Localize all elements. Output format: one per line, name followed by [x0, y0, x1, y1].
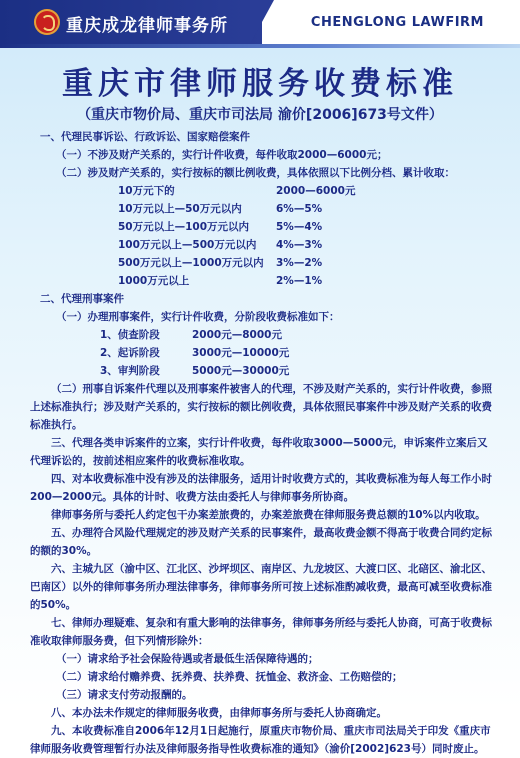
table-row: [30, 236, 496, 254]
section1-heading: 一、代理民事诉讼、行政诉讼、国家赔偿案件: [40, 131, 250, 143]
table-row: [30, 272, 496, 290]
table-rate: 2000—6000元: [276, 185, 356, 197]
header-bar: [0, 0, 520, 44]
table-range: 50万元以上—100万元以内: [118, 221, 250, 233]
clause-9: 九、本收费标准自2006年12月1日起施行，原重庆市物价局、重庆市司法局关于印发《重庆市律师服务收费管理暂行办法及律师服务指导性收费标准的通知》（渝价[2002]623号）同时废止。: [30, 725, 491, 755]
firm-name-cn: 重庆成龙律师事务所: [66, 16, 228, 36]
stage-fee: 3000元—10000元: [192, 347, 290, 359]
page-subtitle: （重庆市物价局、重庆市司法局 渝价[2006]673号文件）: [77, 107, 443, 123]
section2-heading: 二、代理刑事案件: [40, 293, 124, 305]
clause-7: 七、律师办理疑难、复杂和有重大影响的法律事务，律师事务所经与委托人协商，可高于收费标准收取律师服务费，但下列情形除外：: [30, 617, 492, 647]
stage-fee: 5000元—30000元: [192, 365, 290, 377]
section1-item1: （一）不涉及财产关系的，实行计件收费，每件收取2000—6000元；: [56, 149, 388, 161]
page-title: 重庆市律师服务收费标准: [62, 66, 458, 102]
clause-6: 六、主城九区（渝中区、江北区、沙坪坝区、南岸区、九龙坡区、大渡口区、北碚区、渝北区、巴南区）以外的律师事务所办理法律事务，律师事务所可按上述标准酌减收费，最高可减至收费标准的50%。: [30, 563, 492, 611]
table-row: [30, 200, 496, 218]
list-item: [30, 362, 496, 380]
header-wedge: [250, 0, 274, 44]
table-rate: 6%—5%: [276, 203, 323, 215]
clause-5: 五、办理符合风险代理规定的涉及财产关系的民事案件，最高收费金额不得高于收费合同约定标的额的30%。: [30, 527, 492, 557]
table-row: [30, 254, 496, 272]
list-item: [30, 344, 496, 362]
section2-item2: （二）刑事自诉案件代理以及刑事案件被害人的代理，不涉及财产关系的，实行计件收费，参照上述标准执行；涉及财产关系的，实行按标的额比例收费，具体依照民事案件中涉及财产关系的收费标准执行。: [30, 383, 492, 431]
stage-name: 2、起诉阶段: [100, 347, 160, 359]
clause-4: 四、对本收费标准中没有涉及的法律服务，适用计时收费方式的，其收费标准为每人每工作小时200—2000元。具体的计时、收费方法由委托人与律师事务所协商。: [30, 473, 492, 503]
table-row: [30, 182, 496, 200]
table-rate: 3%—2%: [276, 257, 323, 269]
table-rate: 4%—3%: [276, 239, 323, 251]
list-item: [30, 326, 496, 344]
table-range: 10万元下的: [118, 185, 175, 197]
clause-8: 八、本办法未作规定的律师服务收费，由律师事务所与委托人协商确定。: [51, 707, 387, 719]
table-range: 10万元以上—50万元以内: [118, 203, 242, 215]
stage-name: 3、审判阶段: [100, 365, 160, 377]
clause-7-item: （三）请求支付劳动报酬的。: [56, 689, 193, 701]
table-rate: 2%—1%: [276, 275, 323, 287]
header-stripe: [0, 44, 520, 48]
clause-7-item: （二）请求给付赡养费、抚养费、扶养费、抚恤金、救济金、工伤赔偿的；: [56, 671, 403, 683]
stage-list: [30, 326, 496, 380]
clause-7-item: （一）请求给予社会保险待遇或者最低生活保障待遇的；: [56, 653, 319, 665]
table-rate: 5%—4%: [276, 221, 323, 233]
stage-name: 1、侦查阶段: [100, 329, 160, 341]
table-range: 1000万元以上: [118, 275, 190, 287]
table-range: 100万元以上—500万元以内: [118, 239, 257, 251]
clause-3: 三、代理各类申诉案件的立案，实行计件收费，每件收取3000—5000元，申诉案件立案后又代理诉讼的，按前述相应案件的收费标准收取。: [30, 437, 488, 467]
fee-standard-content: [30, 128, 496, 758]
firm-name-en: CHENGLONG LAWFIRM: [310, 15, 484, 30]
section1-item2: （二）涉及财产关系的，实行按标的额比例收费，具体依照以下比例分档、累计收取：: [56, 167, 455, 179]
table-row: [30, 218, 496, 236]
stage-fee: 2000元—8000元: [192, 329, 282, 341]
table-range: 500万元以上—1000万元以内: [118, 257, 264, 269]
firm-logo-icon: [34, 9, 60, 35]
section2-item1: （一）办理刑事案件，实行计件收费，分阶段收费标准如下：: [56, 311, 340, 323]
fee-table: [30, 182, 496, 290]
clause-4-travel: 律师事务所与委托人约定包干办案差旅费的，办案差旅费在律师服务费总额的10%以内收取。: [51, 509, 486, 521]
